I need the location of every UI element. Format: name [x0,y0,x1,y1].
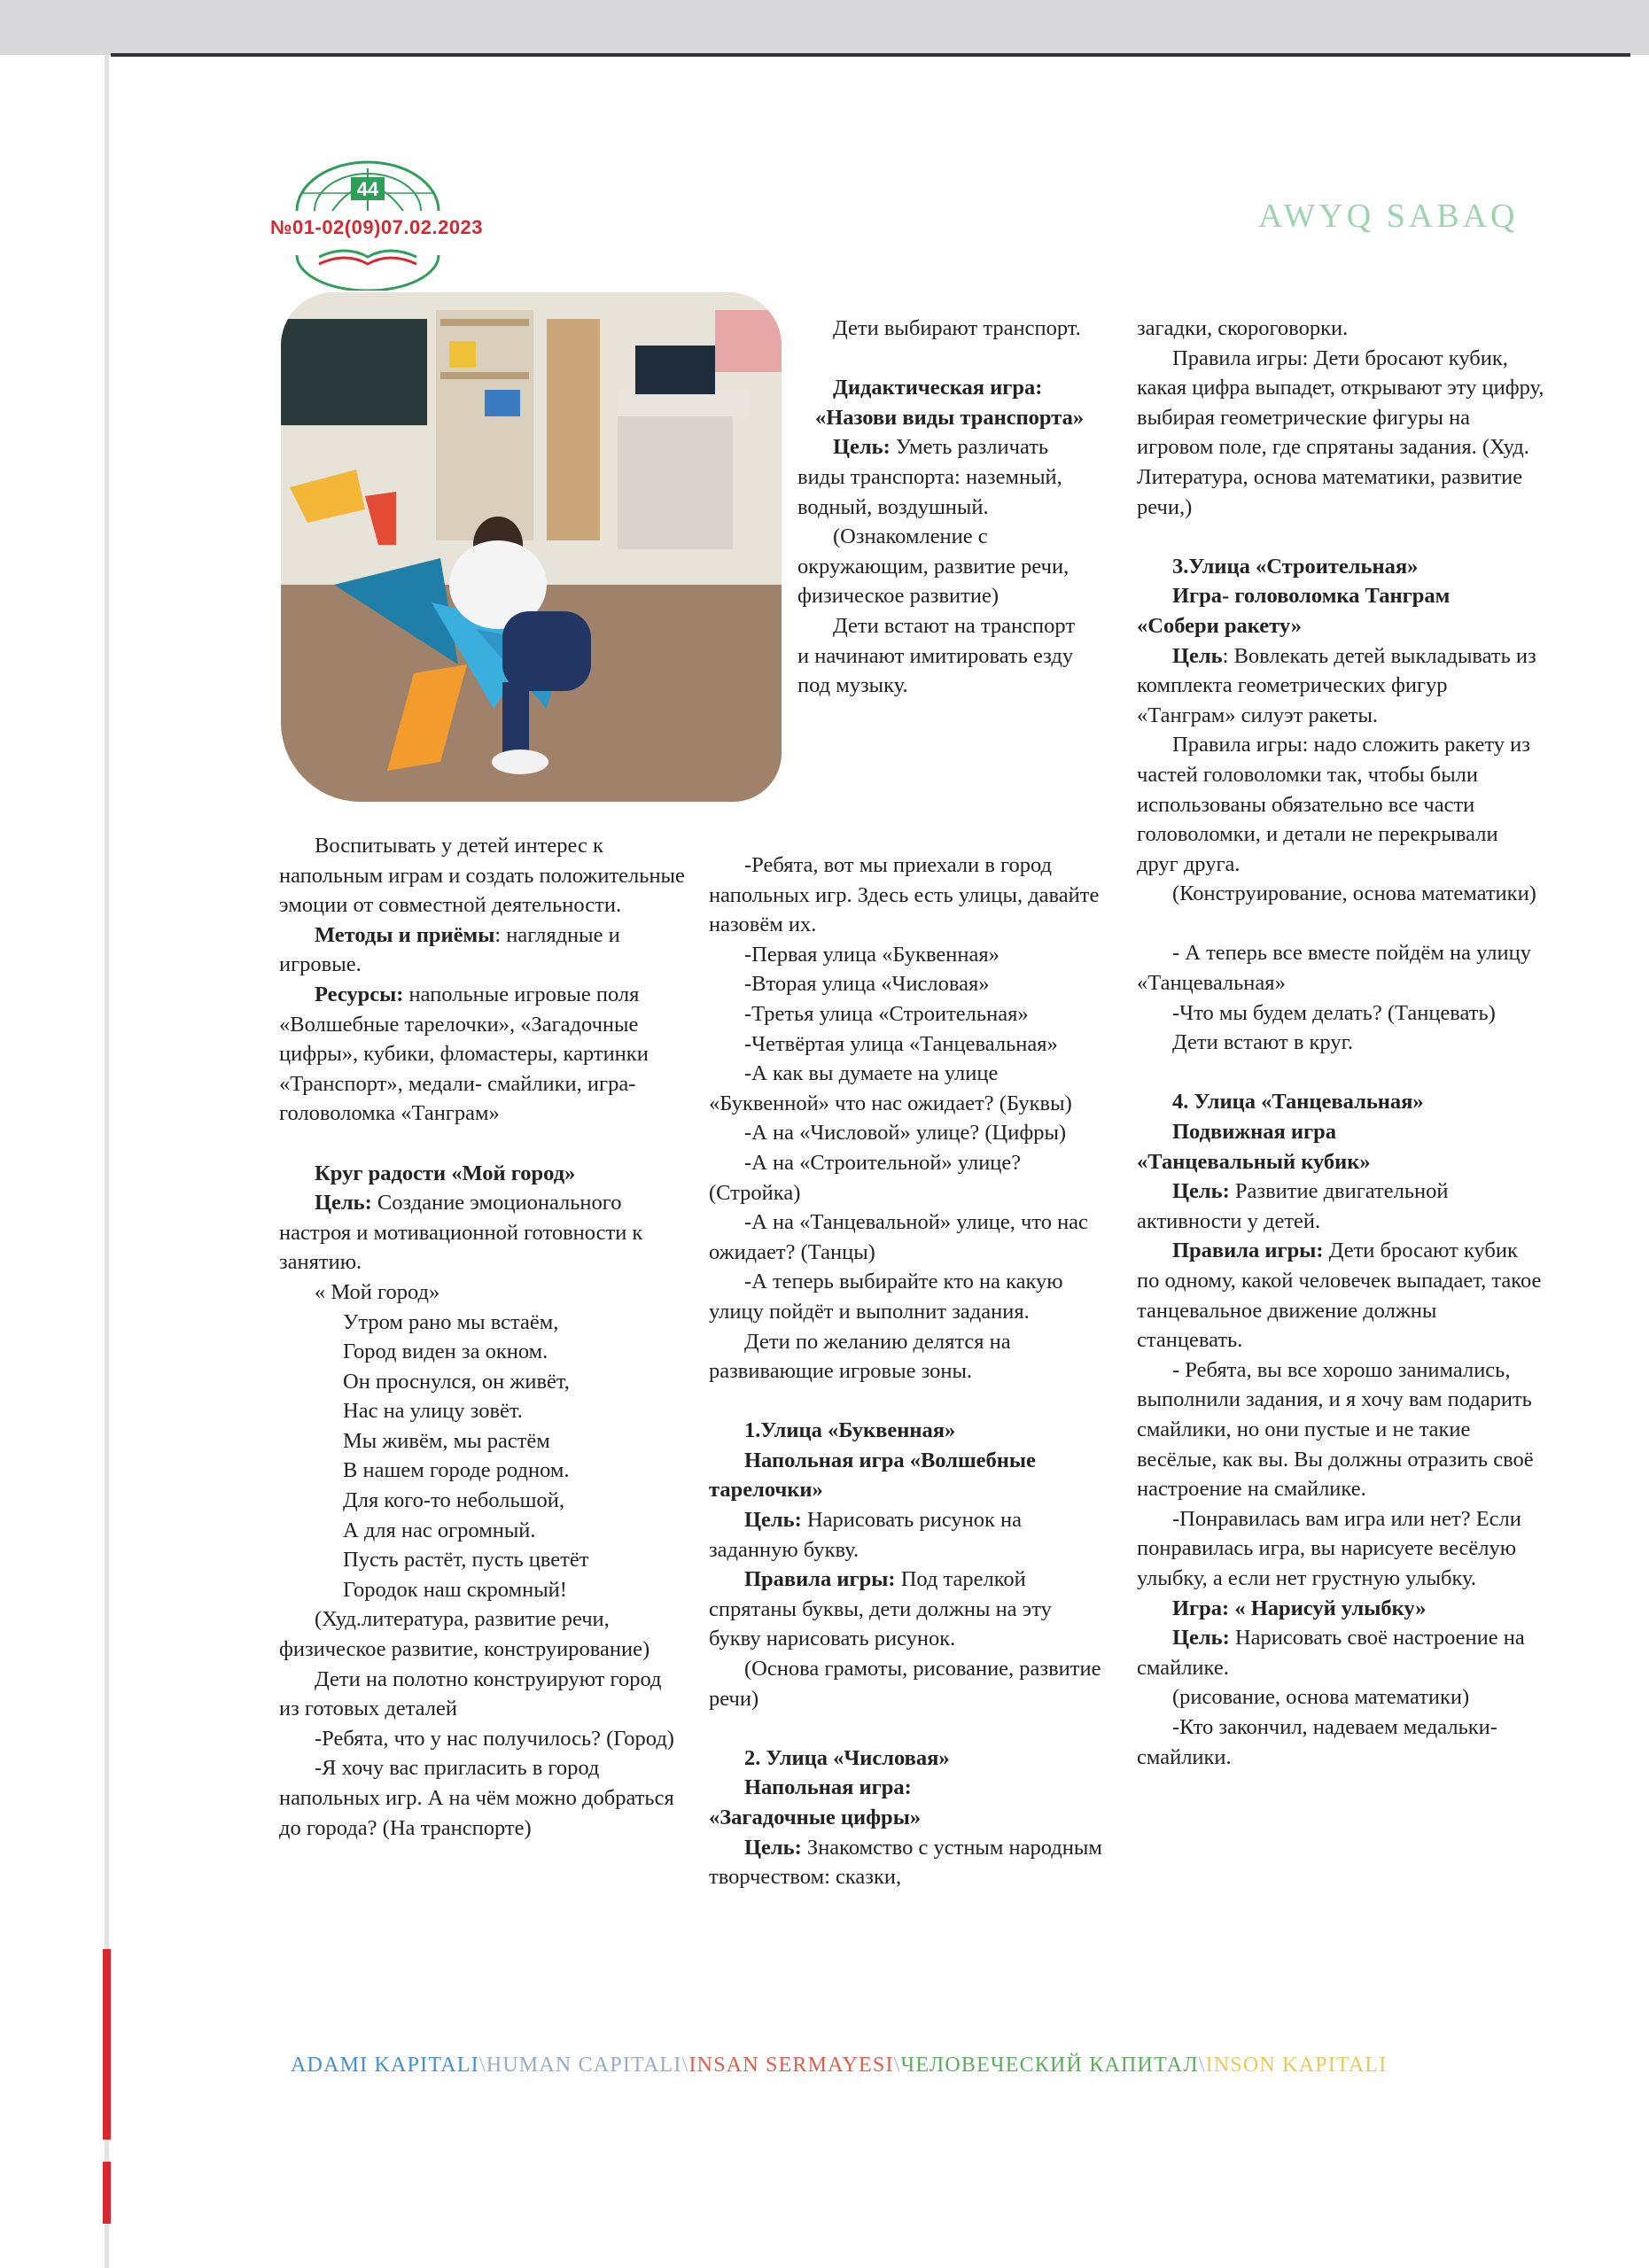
section-4-title [1137,1087,1544,1117]
dialog-line: -А теперь выбирайте кто на какую улицу пойдёт и выполнит задания. [709,1270,1063,1324]
poem-line: Нас на улицу зовёт. [343,1399,523,1424]
section-3-goal [1137,641,1544,731]
section-2-title [709,1744,1108,1774]
goal-label: Цель: [833,435,891,460]
rules-label: Правила игры: [744,1567,896,1592]
page-top-rule [111,53,1630,57]
section-4-goal [1137,1177,1544,1236]
goal-label: Цель: [744,1508,802,1533]
dialog-line: -Ребята, вот мы приехали в город напольных игр. Здесь есть улицы, давайте назовём их. [709,853,1100,937]
game-title-line1 [797,373,1090,403]
poem-line: Город виден за окном. [343,1340,548,1364]
dialog-line: -А на «Танцевальной» улице, что нас ожидает? (Танцы) [709,1210,1088,1264]
section-4-title-text: 4. Улица «Танцевальная» [1172,1090,1424,1115]
rules-label: Правила игры: [1172,1239,1324,1263]
circle-goal [279,1188,687,1278]
question-text: -Ребята, что у нас получилось? (Город) [315,1726,674,1751]
footer-separator: \ [1198,2054,1206,2077]
logo-number: 44 [356,178,379,200]
choose-text: Дети выбирают транспорт. [833,316,1081,340]
column-2-top [797,314,1090,701]
section-3-game-line2-text: «Собери ракету» [1137,613,1302,638]
go-text: - А теперь все вместе пойдём на улицу «Танцевальная» [1137,941,1531,996]
column-2-bottom [709,850,1108,1892]
ride-text: Дети встают на транспорт и начинают имитировать езду под музыку. [797,613,1076,698]
section-4-rules [1137,1236,1544,1355]
footer-tagline [291,2054,1388,2078]
section-4-game-line2 [1137,1147,1544,1177]
section-4-game-line2-text: «Танцевальный кубик» [1137,1149,1371,1174]
scan-background [0,0,1649,55]
goal-label: Цель [1172,643,1223,668]
goal-text: Создание эмоционального настроя и мотивационной готовности к занятию. [279,1191,643,1275]
section-1-title [709,1416,1108,1446]
section-1-goal [709,1505,1108,1565]
poem-line: Мы живём, мы растём [343,1428,550,1453]
poem-title: « Мой город» [315,1279,440,1304]
methods-paragraph [279,920,687,980]
praise-text: - Ребята, вы все хорошо занимались, выполнили задания, и я хочу вам подарить смайлики, но они пустые и не такие весёлые, как вы. Вы должны отразить своё настроение на смайлике. [1137,1357,1534,1502]
goal-text: Нарисовать рисунок на заданную букву. [709,1508,1023,1562]
section-2-goal [709,1833,1108,1892]
section-3-title-text: 3.Улица «Строительная» [1172,554,1419,579]
circle-title [279,1159,687,1189]
game-title-line2-text: «Назови виды транспорта» [815,405,1085,430]
intro-text: Воспитывать у детей интерес к напольным играм и создать положительные эмоции от совместной деятельности. [279,834,685,918]
goal-label: Цель: [315,1191,372,1216]
poem-line: В нашем городе родном. [343,1458,570,1483]
rules-text: Правила игры: Дети бросают кубик, какая цифра выпадет, открывают эту цифру, выбирая геометрические фигуры на игровом поле, где спрятаны задания. (Худ. Литература, основа математики, развитие речи,) [1137,346,1544,519]
goal-label: Цель: [1172,1626,1230,1651]
goal-label: Цель: [1172,1179,1230,1204]
section-3-rules: Правила игры: надо сложить ракету из частей головоломки так, чтобы были использованы обязательно все части головоломки, и детали не перекрывали друг друга. [1137,733,1530,876]
footer-separator: \ [893,2054,901,2077]
dialog-line: -Третья улица «Строительная» [744,1001,1029,1026]
footer-segment: ЧЕЛОВЕЧЕСКИЙ КАПИТАЛ [900,2054,1199,2077]
section-2-game-line1 [709,1773,1108,1803]
dialog-line: -Первая улица «Буквенная» [744,942,1000,967]
dialog-line: -А как вы думаете на улице «Буквенной» что нас ожидает? (Буквы) [709,1061,1072,1115]
goal-text: Уметь различать виды транспорта: наземный, водный, воздушный. [797,435,1062,519]
poem-line: Городок наш скромный! [343,1577,567,1602]
riddles-text: загадки, скороговорки. [1137,316,1349,340]
footer-segment: INSAN SERMAYESI [688,2054,894,2077]
smile-areas: (рисование, основа математики) [1172,1685,1470,1710]
game-title-line1-text: Дидактическая игра: [833,376,1043,400]
dialog-line: -А на «Числовой» улице? (Цифры) [744,1121,1067,1146]
smile-game-title-text: Игра: « Нарисуй улыбку» [1172,1596,1427,1620]
footer-segment: HUMAN CAPITALI [486,2054,682,2077]
dialog-line: -Четвёртая улица «Танцевальная» [744,1031,1058,1056]
section-3-game-line1-text: Игра- головоломка Танграм [1172,584,1451,609]
section-1-game-text: Напольная игра «Волшебные тарелочки» [709,1448,1036,1503]
end-text: -Кто закончил, надеваем медальки-смайлики. [1137,1714,1497,1769]
goal-label: Цель: [744,1835,802,1860]
smile-game-title [1137,1594,1544,1624]
page-left-edge [105,55,109,2268]
liked-text: -Понравилась вам игра или нет? Если понравилась игра, вы нарисуете весёлую улыбку, а если нет грустную улыбку. [1137,1506,1521,1590]
column-1 [279,831,687,1843]
journal-brand: AWYQ SABAQ [1258,198,1519,235]
smile-goal [1137,1623,1544,1682]
resources-label: Ресурсы: [315,982,404,1006]
rules-text: Дети бросают кубик по одному, какой человечек выпадает, такое танцевальное движение должны станцевать. [1137,1239,1542,1353]
rules-text: Под тарелкой спрятаны буквы, дети должны на эту букву нарисовать рисунок. [709,1567,1052,1651]
poem-line: Пусть растёт, пусть цветёт [343,1548,589,1573]
poem-line: Утром рано мы встаём, [343,1309,559,1334]
footer-segment: INSON KAPITALI [1205,2054,1388,2077]
section-3-title [1137,552,1544,582]
red-margin-bar [103,1949,111,2140]
circle-title-text: Круг радости «Мой город» [315,1161,576,1185]
what-text: -Что мы будем делать? (Танцевать) [1172,1000,1496,1025]
section-4-game-line1-text: Подвижная игра [1172,1120,1336,1145]
footer-separator: \ [681,2054,689,2077]
classroom-photo-icon [281,292,782,802]
section-2-game-line2-text: «Загадочные цифры» [709,1806,922,1829]
section-1-game [709,1446,1108,1505]
column-3 [1137,314,1544,1772]
circle-text: Дети встают в круг. [1172,1030,1354,1055]
goal-text: Развитие двигательной активности у детей. [1137,1179,1449,1233]
areas-text: (Ознакомление с окружающим, развитие речи, физическое развитие) [797,524,1070,609]
footer-separator: \ [478,2054,486,2077]
section-1-areas: (Основа грамоты, рисование, развитие речи) [709,1657,1101,1711]
goal-text: Знакомство с устным народным творчеством: сказки, [709,1835,1102,1890]
dialog-line: -Вторая улица «Числовая» [744,972,990,997]
game-goal [797,432,1090,522]
poem-line: Для кого-то небольшой, [343,1488,564,1513]
game-title-line2 [797,403,1090,433]
section-1-rules [709,1565,1108,1654]
section-2-game-line1-text: Напольная игра: [744,1775,912,1800]
invite-text: -Я хочу вас пригласить в город напольных игр. А на чём можно добраться до города? (На транспорте) [279,1756,674,1840]
section-3-areas: (Конструирование, основа математики) [1172,882,1536,906]
dialog-line: -А на «Строительной» улице? (Стройка) [709,1150,1022,1205]
methods-label: Методы и приёмы [315,922,495,947]
methods-text: : наглядные и игровые. [279,922,620,977]
goal-text: : Вовлекать детей выкладывать из комплекта геометрических фигур «Танграм» силуэт ракеты. [1137,643,1536,727]
section-1-title-text: 1.Улица «Буквенная» [744,1418,956,1443]
poem-line: А для нас огромный. [343,1518,536,1542]
red-margin-bar-lower [103,2162,111,2224]
section-3-game-line1 [1137,581,1544,611]
issue-number: №01-02(09)07.02.2023 [270,216,484,238]
dialog-line: Дети по желанию делятся на развивающие игровые зоны. [709,1329,1011,1384]
goal-text: Нарисовать своё настроение на смайлике. [1137,1626,1525,1680]
poem-line: Он проснулся, он живёт, [343,1369,570,1394]
section-4-game-line1 [1137,1117,1544,1147]
section-2-game-line2 [709,1803,1108,1833]
construct-text: Дети на полотно конструируют город из готовых деталей [279,1666,662,1721]
resources-paragraph [279,980,687,1129]
resources-text: напольные игровые поля «Волшебные тарелочки», «Загадочные цифры», кубики, фломастеры, картинки «Транспорт», медали- смайлики, игра-головоломка «Танграм» [279,982,649,1126]
section-2-title-text: 2. Улица «Числовая» [744,1745,950,1770]
footer-segment: ADAMI KAPITALI [291,2054,479,2077]
areas-text: (Худ.литература, развитие речи, физическое развитие, конструирование) [279,1607,650,1662]
section-3-game-line2 [1137,611,1544,641]
